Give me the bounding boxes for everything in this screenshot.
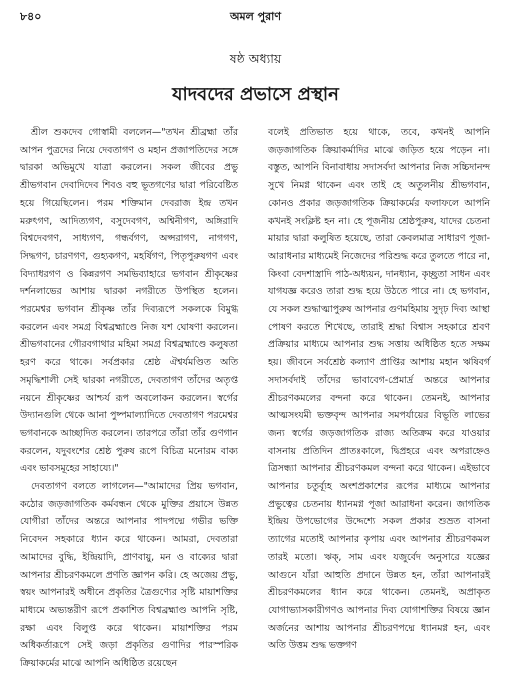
running-title: অমল পুরাণ <box>229 10 282 23</box>
body-paragraph: দেবতাগণ বলতে লাগলেন—"আমাদের প্রিয় ভগবান, কঠোর জড়জাগতিক কর্মবন্ধন থেকে মুক্তির প্রয়াসে উন্নত যোগীরা তাঁদের অন্তরে আপনার পাদপদ্মে গভীর ভক্তি নিবেদন সহকারে ধ্যান করে থাকেন। আমরা, দেবতারা আমাদের বুদ্ধি, ইন্দ্রিয়াদি, প্রাণবায়ু, মন ও বাক্যের দ্বারা আপনার শ্রীচরণকমলে প্রণতি জ্ঞাপন করি। হে অজেয় প্রভু, স্বয়ং আপনারই অধীনে প্রকৃতির ত্রৈগুণ্যের সৃষ্টি মায়াশক্তির মাধ্যমে অভ্যন্তরীণ রূপে প্রকাশিত বিশ্বব্রহ্মাণ্ড আপনি সৃষ্টি, রক্ষা এবং বিলুপ্ত করে থাকেন। মায়াশক্তির পরম অধিকর্তারূপে সেই জড়া প্রকৃতির গুণাদির পারস্পরিক ক্রিয়াকর্মের মাঝে আপনি অধিষ্ঠিত রয়েছেন <box>20 481 238 670</box>
body-paragraph: শ্রীল শুকদেব গোস্বামী বললেন—"তখন শ্রীব্রহ্মা তাঁর আপন পুত্রদের নিয়ে দেবতাগণ ও মহান প্রজাপতিদের সঙ্গে দ্বারকা অভিমুখে যাত্রা করলেন। সকল জীবের প্রভু শ্রীভগবান দেবাদিদেব শিবও বহু ভূতগণের দ্বারা পরিবেষ্টিত হয়ে গিয়েছিলেন। পরম শক্তিমান দেবরাজ ইন্দ্র তখন মরুৎগণ, আদিত্যগণ, বসুদেবগণ, অশ্বিনীগণ, অঙ্গিরাদি বিশ্বদেবগণ, সাধ্যগণ, গন্ধর্বগণ, অপ্সরাগণ, নাগগণ, সিদ্ধগণ, চারণগণ, গুহ্যকগণ, মহর্ষিগণ, পিতৃপুরুষগণ এবং বিদ্যাধরগণ ও কিন্নরগণ সমভিব্যাহারে ভগবান শ্রীকৃষ্ণের দর্শনলাভের আশায় দ্বারকা নগরীতে উপস্থিত হলেন। পরমেশ্বর ভগবান শ্রীকৃষ্ণ তাঁর দিব্যরূপে সকলকে বিমুগ্ধ করলেন এবং সমগ্র বিশ্বব্রহ্মাণ্ডে নিজ যশ ঘোষণা করলেন। শ্রীভগবানের গৌরবগাথার মহিমা সমগ্র বিশ্বব্রহ্মাণ্ডে কলুষতা হরণ করে থাকে। সর্বপ্রকার শ্রেষ্ঠ ঐশ্বর্যমণ্ডিত অতি সমৃদ্ধিশালী সেই দ্বারকা নগরীতে, দেবতাগণ তাঁদের অতৃপ্ত নয়নে শ্রীকৃষ্ণের আশ্চর্য রূপ অবলোকন করলেন। স্বর্গের উদ্যানগুলি থেকে আনা পুষ্পমাল্যাদিতে দেবতাগণ পরমেশ্বর ভগবানকে আচ্ছাদিত করলেন। তারপরে তাঁরা তাঁর গুণগান করলেন, যদুবংশের শ্রেষ্ঠ পুরুষ রূপে বিচিত্র মনোরম বাক্য এবং ভাবসমূহের সাহায্যে।" <box>20 127 238 475</box>
body-paragraph: বলেই প্রতিভাত হয়ে থাকে, তবে, কখনই আপনি জড়জাগতিক ক্রিয়াকর্মাদির মাঝে জড়িত হয়ে পড়েন না। বস্তুত, আপনি বিনাবাধায় সদাসর্বদা আপনার নিজ সচ্চিদানন্দ সুখে নিমগ্ন থাকেন এবং তাই হে অতুলনীয় শ্রীভগবান, কোনও প্রকার জড়জাগতিক ক্রিয়াকর্মের ফলাফলে আপনি কখনই সংক্লিষ্ট হন না। হে পূজনীয় শ্রেষ্ঠপুরুষ, যাদের চেতনা মায়ার দ্বারা কলুষিত হয়েছে, তারা কেবলমাত্র সাধারণ পূজা-আরাধনার মাধ্যমেই নিজেদের পরিশুদ্ধ করে তুলতে পারে না, কিংবা বেদশাস্ত্রাদি পাঠ-অধ্যয়ন, দানধ্যান, কৃচ্ছ্রতা সাধন এবং যাগযজ্ঞ করেও তারা শুদ্ধ হয়ে উঠতে পারে না। হে ভগবান, যে সকল শুদ্ধাত্মাপুরুষ আপনার গুণমহিমায় সুদৃঢ় দিব্য আস্থা পোষণ করতে শিখেছে, তারাই শ্রদ্ধা বিশ্বাস সহকারে শ্রবণ প্রক্রিয়ার মাধ্যমে আপনার শুদ্ধ সত্তায় অধিষ্ঠিত হতে সক্ষম হয়। জীবনে সর্বশ্রেষ্ঠ কল্যাণ প্রাপ্তির আশায় মহান ঋষিবর্গ সদাসর্বদাই তাঁদের ভাবাবেগ-প্রেমার্দ্র অন্তরে আপনার শ্রীচরণকমলের বন্দনা করে থাকেন। তেমনই, আপনার আত্মসংযমী ভক্তবৃন্দ আপনার সমপর্যায়ের বিভূতি লাভের জন্য স্বর্গের জড়জাগতিক রাজ্য অতিক্রম করে যাওয়ার বাসনায় প্রতিদিন প্রাতঃকালে, দ্বিপ্রহরে এবং অপরাহ্নেও ত্রিসন্ধ্যা আপনার শ্রীচরণকমল বন্দনা করে থাকেন। এইভাবে আপনার চতুর্ব্যূহ অংশপ্রকাশের রূপের মাধ্যমে আপনার প্রভুত্বের চেতনায় ধ্যানমগ্ন পূজা আরাধনা করেন। জাগতিক ইন্দ্রিয় উপভোগের উদ্দেশ্যে সকল প্রকার শুভ্রত বাসনা ত্যাগের মতোই আপনার কৃপায় এবং আপনার শ্রীচরণকমল তারই মতো। ঋক্, সাম এবং যজুর্বেদ অনুসারে যজ্ঞের আগুনে যাঁরা আহুতি প্রদানে উন্নত হন, তাঁরা আপনারই শ্রীচরণকমলের ধ্যান করে থাকেন। তেমনই, অপ্রাকৃত যোগাভ্যাসকারীগণও আপনার দিব্য যোগাশক্তির বিষয়ে জ্ঞান অর্জনের আশায় আপনার শ্রীচরণপদ্মে ধ্যানমগ্ন হন, এবং অতি উত্তম শুদ্ধ ভক্তগণ <box>268 127 490 652</box>
right-text-column <box>268 124 490 652</box>
chapter-title: যাদবদের প্রভাসে প্রস্থান <box>172 84 339 105</box>
page-number: ৮৪০ <box>20 10 42 23</box>
page-header <box>20 9 491 25</box>
left-text-column <box>20 124 238 670</box>
chapter-number-label: ষষ্ঠ অধ্যায় <box>229 51 282 66</box>
